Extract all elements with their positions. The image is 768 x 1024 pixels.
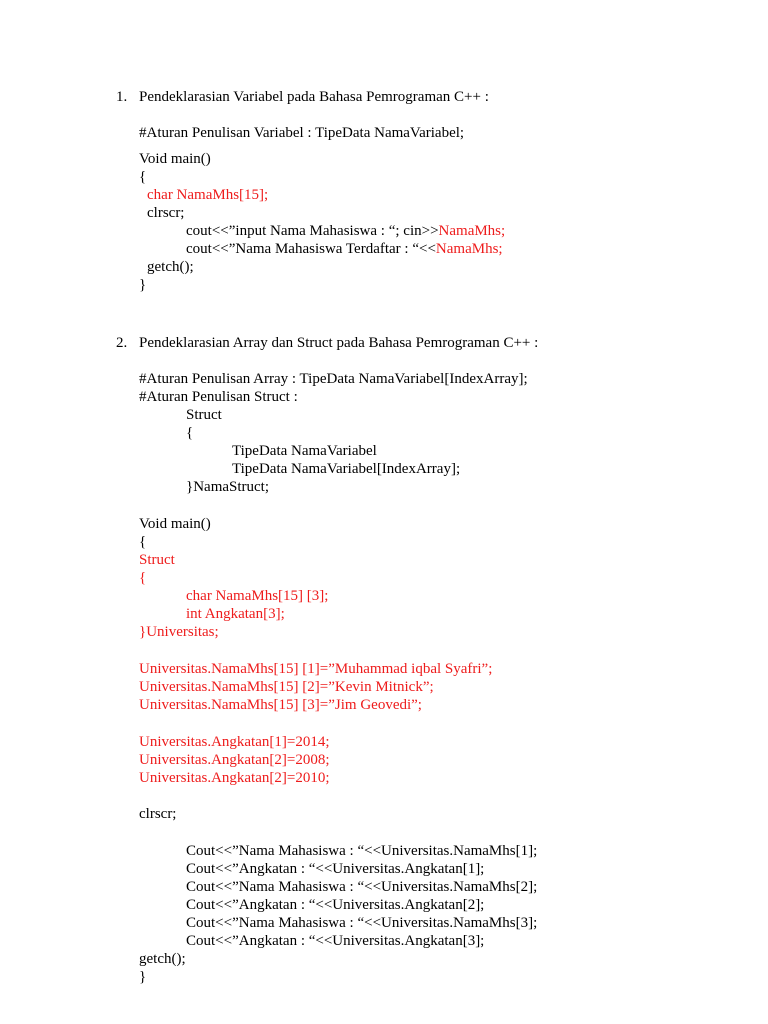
- cout-line: [186, 914, 537, 932]
- rule-line: [186, 424, 193, 442]
- rule-line-text: #Aturan Penulisan Array : TipeData NamaVariabel[IndexArray];: [139, 371, 528, 387]
- struct-line: [139, 551, 175, 569]
- section-1-rule: #Aturan Penulisan Variabel : TipeData NamaVariabel;: [139, 125, 465, 141]
- rule-line: [186, 406, 222, 424]
- rule-line-text: }NamaStruct;: [186, 479, 270, 495]
- name-assignment-line-text: Universitas.NamaMhs[15] [1]=”Muhammad iqbal Syafri”;: [139, 661, 493, 677]
- cout-line-text: Cout<<”Nama Mahasiswa : “<<Universitas.NamaMhs[1];: [186, 843, 538, 859]
- struct-line: [186, 605, 285, 623]
- struct-line-text: {: [139, 570, 147, 586]
- struct-line: [139, 515, 211, 533]
- section-1-heading: Pendeklarasian Variabel pada Bahasa Pemrograman C++ :: [139, 89, 489, 105]
- struct-line: [139, 533, 146, 551]
- tail-line: [139, 968, 146, 986]
- rule-line-text: {: [186, 425, 194, 441]
- code-line: [139, 276, 146, 294]
- tail-line: [139, 950, 186, 968]
- section-2-heading: Pendeklarasian Array dan Struct pada Bahasa Pemrograman C++ :: [139, 335, 539, 351]
- rule-line-text: TipeData NamaVariabel[IndexArray];: [232, 461, 461, 477]
- cout-line: [186, 932, 484, 950]
- name-assignment-line: [139, 660, 492, 678]
- code-line-text: char NamaMhs[15];: [147, 187, 269, 203]
- tail-line-text: getch();: [139, 951, 186, 967]
- code-line: [139, 168, 146, 186]
- section-2-number: 2.: [116, 335, 128, 351]
- code-line-text: {: [139, 169, 147, 185]
- section-2-clrscr: clrscr;: [139, 806, 177, 822]
- year-assignment-line: [139, 769, 330, 787]
- cout-line-text: Cout<<”Angkatan : “<<Universitas.Angkatan[3];: [186, 933, 485, 949]
- code-line-text: cout<<”input Nama Mahasiswa : “; cin>>: [186, 223, 439, 239]
- struct-line-text: Void main(): [139, 516, 211, 532]
- cout-line: [186, 878, 537, 896]
- rule-line-text: TipeData NamaVariabel: [232, 443, 377, 459]
- name-assignment-line: [139, 678, 434, 696]
- cout-line-text: Cout<<”Nama Mahasiswa : “<<Universitas.NamaMhs[3];: [186, 915, 538, 931]
- year-assignment-line-text: Universitas.Angkatan[2]=2008;: [139, 752, 330, 768]
- code-line: [147, 204, 184, 222]
- code-line-text: cout<<”Nama Mahasiswa Terdaftar : “<<: [186, 241, 436, 257]
- cout-line: [186, 896, 484, 914]
- code-line-text: Void main(): [139, 151, 211, 167]
- struct-line: [186, 587, 328, 605]
- code-line-highlight: NamaMhs;: [435, 241, 503, 257]
- code-line: [147, 258, 194, 276]
- cout-line-text: Cout<<”Nama Mahasiswa : “<<Universitas.NamaMhs[2];: [186, 879, 538, 895]
- name-assignment-line-text: Universitas.NamaMhs[15] [2]=”Kevin Mitnick”;: [139, 679, 434, 695]
- code-line: [186, 222, 505, 240]
- code-line: [186, 240, 503, 258]
- year-assignment-line-text: Universitas.Angkatan[2]=2010;: [139, 770, 330, 786]
- cout-line: [186, 842, 537, 860]
- code-line-text: getch();: [147, 259, 194, 275]
- rule-line: [139, 388, 298, 406]
- struct-line-text: {: [139, 534, 147, 550]
- rule-line: [232, 460, 460, 478]
- year-assignment-line: [139, 733, 330, 751]
- struct-line: [139, 623, 219, 641]
- code-line: [139, 150, 211, 168]
- struct-line-text: Struct: [139, 552, 175, 568]
- struct-line-text: }Universitas;: [139, 624, 219, 640]
- rule-line: [186, 478, 269, 496]
- rule-line-text: Struct: [186, 407, 222, 423]
- name-assignment-line-text: Universitas.NamaMhs[15] [3]=”Jim Geovedi”;: [139, 697, 422, 713]
- tail-line-text: }: [139, 969, 147, 985]
- cout-line-text: Cout<<”Angkatan : “<<Universitas.Angkatan[1];: [186, 861, 485, 877]
- struct-line-text: char NamaMhs[15] [3];: [186, 588, 329, 604]
- year-assignment-line-text: Universitas.Angkatan[1]=2014;: [139, 734, 330, 750]
- cout-line: [186, 860, 484, 878]
- code-line-text: clrscr;: [147, 205, 185, 221]
- code-line-highlight: NamaMhs;: [438, 223, 506, 239]
- code-line: [147, 186, 268, 204]
- rule-line: [232, 442, 377, 460]
- cout-line-text: Cout<<”Angkatan : “<<Universitas.Angkatan[2];: [186, 897, 485, 913]
- year-assignment-line: [139, 751, 330, 769]
- struct-line-text: int Angkatan[3];: [186, 606, 285, 622]
- name-assignment-line: [139, 696, 422, 714]
- section-1-number: 1.: [116, 89, 128, 105]
- rule-line-text: #Aturan Penulisan Struct :: [139, 389, 298, 405]
- code-line-text: }: [139, 277, 147, 293]
- struct-line: [139, 569, 146, 587]
- rule-line: [139, 370, 528, 388]
